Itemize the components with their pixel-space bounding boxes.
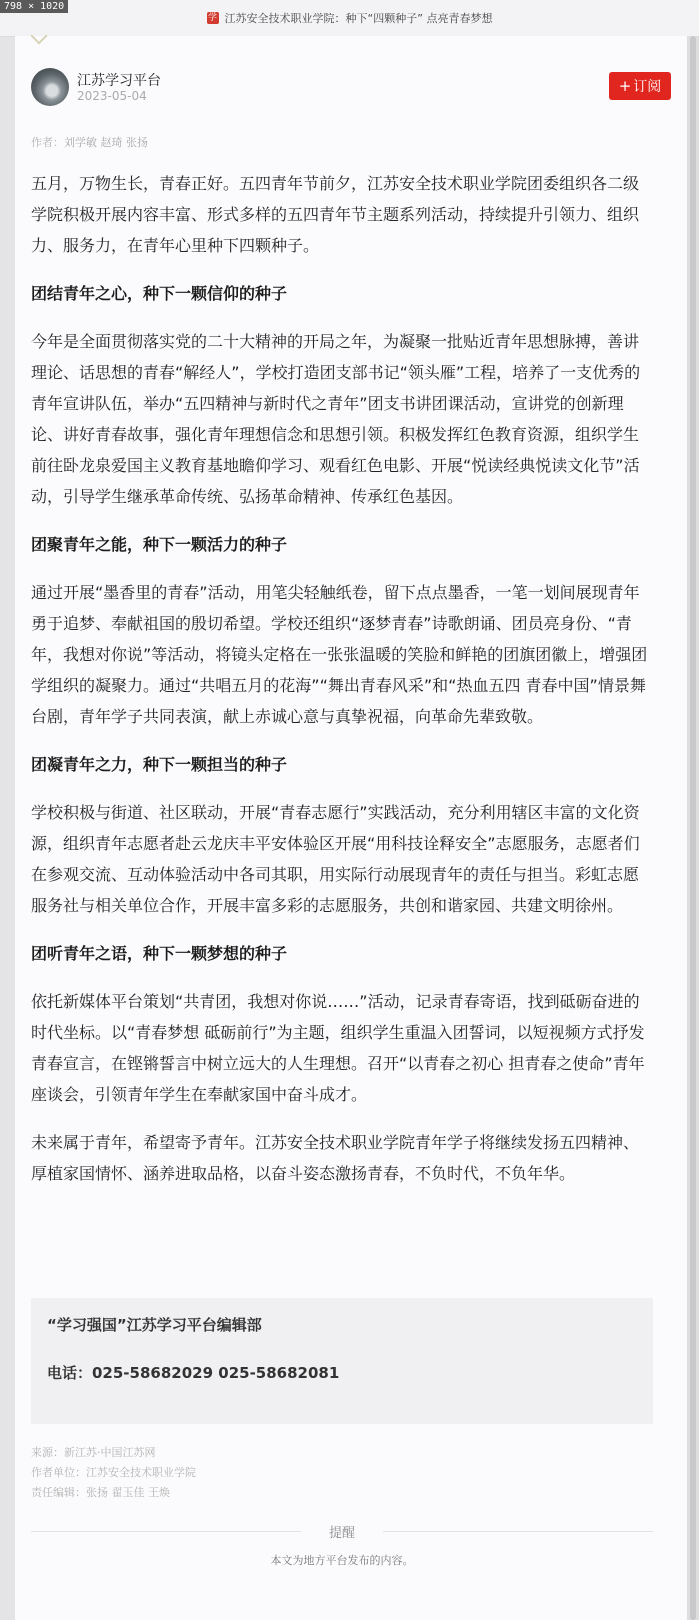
reminder-divider [31,1522,653,1540]
paragraph-responsibility: 学校积极与街道、社区联动，开展“青春志愿行”实践活动，充分利用辖区丰富的文化资源，组织青年志愿者赴云龙庆丰平安体验区开展“用科技诠释安全”志愿服务，志愿者们在参观交流、互动体验活动中各司其职，用实际行动展现青年的责任与担当。彩虹志愿服务社与相关单位合作，开展丰富多彩的志愿服务，共创和谐家园、共建文明徐州。 [31,803,640,915]
meta-source: 来源：新江苏·中国江苏网 [31,1446,156,1459]
publish-date: 2023-05-04 [77,89,147,103]
meta-author-unit: 作者单位：江苏安全技术职业学院 [31,1466,196,1479]
section-heading-responsibility: 团凝青年之力，种下一颗担当的种子 [31,755,288,774]
subscribe-button[interactable] [609,72,671,100]
scrollbar-thumb[interactable] [690,36,696,1620]
viewport-size-badge: 798 × 1020 [0,0,68,13]
editorial-dept-title: “学习强国”江苏学习平台编辑部 [47,1316,262,1334]
article-header [31,68,671,108]
section-heading-dream: 团听青年之语，种下一颗梦想的种子 [31,944,288,963]
author-line [31,134,148,150]
subscribe-label: 订阅 [633,79,662,95]
article-page [15,36,687,1620]
intro-paragraph: 五月，万物生长，青春正好。五四青年节前夕，江苏安全技术职业学院团委组织各二级学院积极开展内容丰富、形式多样的五四青年节主题系列活动，持续提升引领力、组织力、服务力，在青年心里种下四颗种子。 [31,174,640,255]
meta-editors: 责任编辑：张扬 翟玉佳 王焕 [31,1486,170,1499]
page-scrollbar[interactable] [687,36,699,1620]
site-favicon-icon: 学 [208,13,218,23]
author-label: 作者： [31,136,64,149]
editorial-phone: 电话：025-58682029 025-58682081 [47,1364,340,1382]
reminder-label: 提醒 [328,1526,355,1541]
tab-title: 江苏安全技术职业学院：种下“四颗种子” 点亮青春梦想 [224,12,493,25]
article-body [31,168,653,1206]
author-names: 刘学敏 赵琦 张扬 [64,136,148,149]
plus-icon: + [618,77,632,95]
platform-notice: 本文为地方平台发布的内容。 [270,1554,414,1567]
publisher-avatar[interactable] [31,68,69,106]
paragraph-dream: 依托新媒体平台策划“共青团，我想对你说……”活动，记录青春寄语，找到砥砺奋进的时代坐标。以“青春梦想 砥砺前行”为主题，组织学生重温入团誓词，以短视频方式抒发青春宣言，在铿锵誓言中树立远大的人生理想。召开“以青春之初心 担青春之使命”青年座谈会，引领青年学生在奉献家国中奋斗成才。 [31,992,645,1104]
browser-tab[interactable] [0,0,699,37]
article-meta [31,1443,196,1503]
section-heading-faith: 团结青年之心，种下一颗信仰的种子 [31,284,288,303]
publisher-name[interactable]: 江苏学习平台 [77,73,161,89]
section-heading-vitality: 团聚青年之能，种下一颗活力的种子 [31,535,288,554]
paragraph-faith: 今年是全面贯彻落实党的二十大精神的开局之年，为凝聚一批贴近青年思想脉搏，善讲理论、话思想的青春“解经人”，学校打造团支部书记“领头雁”工程，培养了一支优秀的青年宣讲队伍，举办“五四精神与新时代之青年”团支书讲团课活动，宣讲党的创新理论、讲好青春故事，强化青年理想信念和思想引领。积极发挥红色教育资源，组织学生前往卧龙泉爱国主义教育基地瞻仰学习、观看红色电影、开展“悦读经典悦读文化节”活动，引导学生继承革命传统、弘扬革命精神、传承红色基因。 [31,332,641,506]
outro-paragraph: 未来属于青年，希望寄予青年。江苏安全技术职业学院青年学子将继续发扬五四精神、厚植家国情怀、涵养进取品格，以奋斗姿态激扬青春，不负时代，不负年华。 [31,1133,640,1183]
paragraph-vitality: 通过开展“墨香里的青春”活动，用笔尖轻触纸卷，留下点点墨香，一笔一划间展现青年勇于追梦、奉献祖国的殷切希望。学校还组织“逐梦青春”诗歌朗诵、团员亮身份、“青年，我想对你说”等活动，将镜头定格在一张张温暖的笑脸和鲜艳的团旗团徽上，增强团学组织的凝聚力。通过“共唱五月的花海”“舞出青春风采”和“热血五四 青春中国”情景舞台剧，青年学子共同表演，献上赤诚心意与真挚祝福，向革命先辈致敬。 [31,583,648,726]
divider-line-right [383,1531,653,1532]
editorial-contact-box [31,1298,653,1424]
